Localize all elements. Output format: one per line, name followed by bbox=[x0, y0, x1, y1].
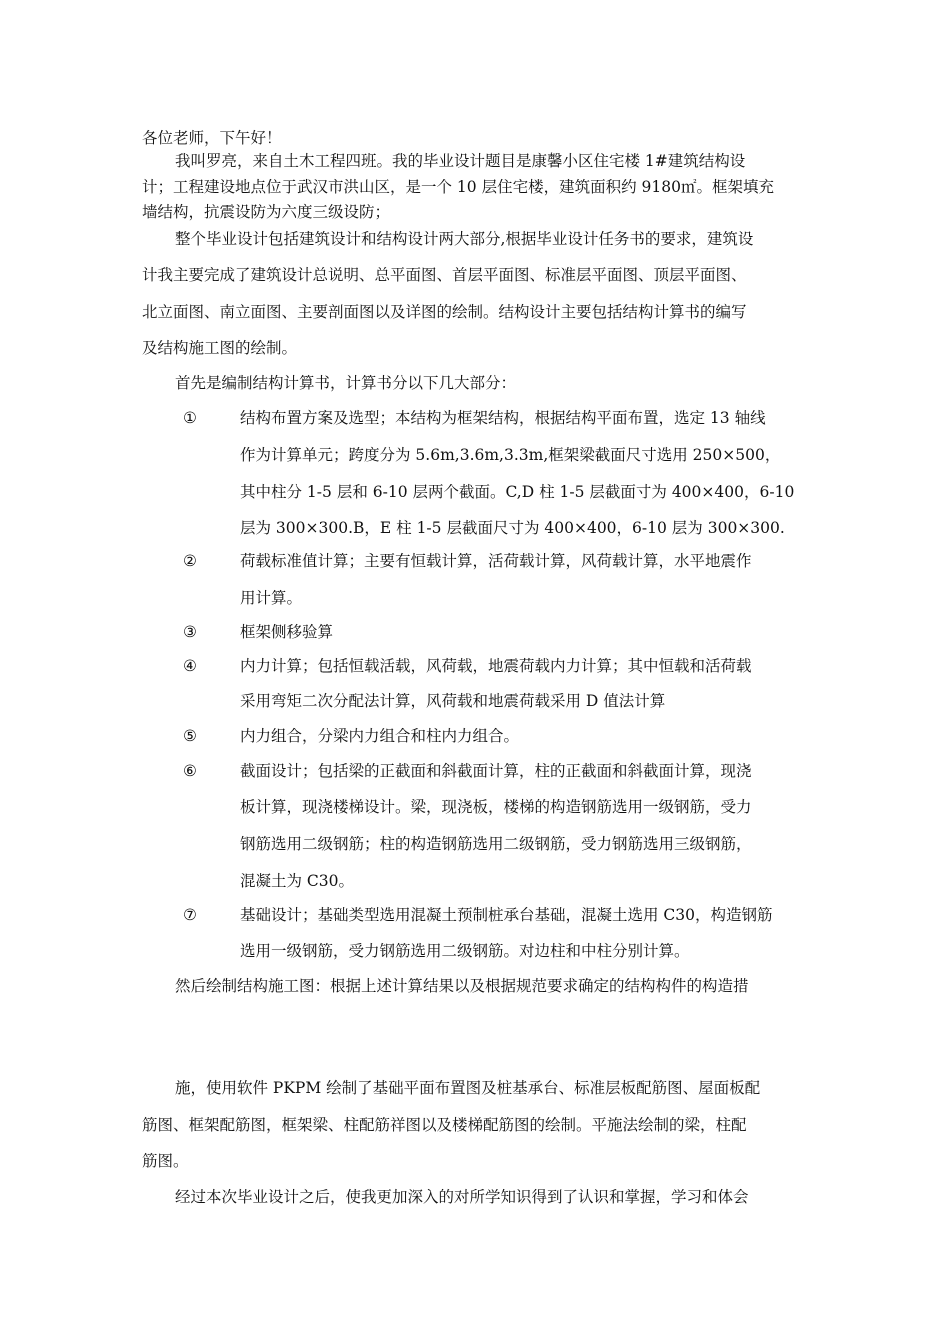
item-line: 内力组合，分梁内力组合和柱内力组合。 bbox=[240, 727, 520, 745]
item-line: 层为 300×300.B，E 柱 1-5 层截面尺寸为 400×400，6-10 层为 300×300. bbox=[240, 519, 785, 537]
item-marker: ⑤ bbox=[183, 727, 197, 745]
item-line: 截面设计；包括梁的正截面和斜截面计算，柱的正截面和斜截面计算，现浇 bbox=[240, 762, 752, 780]
drawing-line: 筋图、框架配筋图，框架梁、柱配筋祥图以及楼梯配筋图的绘制。平施法绘制的梁，柱配 bbox=[142, 1116, 747, 1134]
drawing-line: 施，使用软件 PKPM 绘制了基础平面布置图及桩基承台、标准层板配筋图、屋面板配 bbox=[175, 1079, 761, 1097]
item-line: 基础设计；基础类型选用混凝土预制桩承台基础，混凝土选用 C30，构造钢筋 bbox=[240, 906, 773, 924]
intro-line: 我叫罗亮，来自土木工程四班。我的毕业设计题目是康馨小区住宅楼 1#建筑结构设 bbox=[175, 152, 746, 170]
item-marker: ① bbox=[183, 409, 197, 427]
item-line: 其中柱分 1-5 层和 6-10 层两个截面。C,D 柱 1-5 层截面寸为 400×400，6-10 bbox=[240, 483, 795, 501]
item-marker: ② bbox=[183, 552, 197, 570]
item-line: 用计算。 bbox=[240, 589, 303, 607]
conclusion-line: 经过本次毕业设计之后，使我更加深入的对所学知识得到了认识和掌握，学习和体会 bbox=[175, 1188, 749, 1206]
item-line: 钢筋选用二级钢筋；柱的构造钢筋选用二级钢筋，受力钢筋选用三级钢筋， bbox=[240, 835, 752, 853]
greeting: 各位老师，下午好！ bbox=[142, 129, 282, 147]
overview-line: 整个毕业设计包括建筑设计和结构设计两大部分,根据毕业设计任务书的要求，建筑设 bbox=[175, 230, 754, 248]
item-marker: ③ bbox=[183, 623, 197, 641]
item-line: 混凝土为 C30。 bbox=[240, 872, 355, 890]
drawing-line: 筋图。 bbox=[142, 1152, 189, 1170]
item-line: 选用一级钢筋，受力钢筋选用二级钢筋。对边柱和中柱分别计算。 bbox=[240, 942, 690, 960]
overview-line: 北立面图、南立面图、主要剖面图以及详图的绘制。结构设计主要包括结构计算书的编写 bbox=[142, 303, 747, 321]
overview-line: 计我主要完成了建筑设计总说明、总平面图、首层平面图、标准层平面图、顶层平面图、 bbox=[142, 266, 747, 284]
item-line: 框架侧移验算 bbox=[240, 623, 334, 641]
drawing-line: 然后绘制结构施工图：根据上述计算结果以及根据规范要求确定的结构构件的构造措 bbox=[175, 977, 749, 995]
item-marker: ⑦ bbox=[183, 906, 197, 924]
intro-line: 计；工程建设地点位于武汉市洪山区，是一个 10 层住宅楼，建筑面积约 9180㎡。框架填充 bbox=[142, 178, 774, 196]
calc-intro: 首先是编制结构计算书，计算书分以下几大部分： bbox=[175, 374, 517, 392]
item-line: 板计算，现浇楼梯设计。梁，现浇板，楼梯的构造钢筋选用一级钢筋，受力 bbox=[240, 798, 752, 816]
item-marker: ⑥ bbox=[183, 762, 197, 780]
item-line: 结构布置方案及选型；本结构为框架结构，根据结构平面布置，选定 13 轴线 bbox=[240, 409, 766, 427]
item-line: 作为计算单元；跨度分为 5.6m,3.6m,3.3m,框架梁截面尺寸选用 250×500， bbox=[240, 446, 781, 464]
intro-line: 墙结构，抗震设防为六度三级设防； bbox=[142, 203, 391, 221]
item-line: 内力计算；包括恒载活载，风荷载，地震荷载内力计算；其中恒载和活荷载 bbox=[240, 657, 752, 675]
item-line: 采用弯矩二次分配法计算，风荷载和地震荷载采用 D 值法计算 bbox=[240, 692, 666, 710]
item-line: 荷载标准值计算；主要有恒载计算，活荷载计算，风荷载计算，水平地震作 bbox=[240, 552, 752, 570]
item-marker: ④ bbox=[183, 657, 197, 675]
overview-line: 及结构施工图的绘制。 bbox=[142, 339, 298, 357]
